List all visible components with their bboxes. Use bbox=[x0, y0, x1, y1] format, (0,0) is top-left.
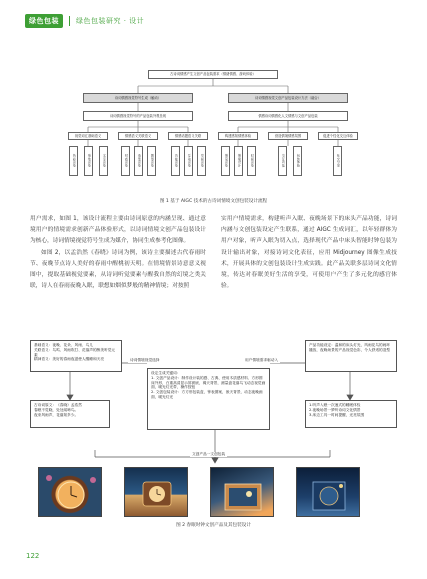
figure1-connectors bbox=[63, 64, 363, 198]
header-divider bbox=[69, 16, 70, 26]
journal-badge: 绿色包装 bbox=[25, 14, 63, 28]
flow-level4-node: 情感语义关联语义 bbox=[118, 132, 158, 140]
flow-leaf: 情景意象 bbox=[221, 146, 230, 176]
flow-leaf: 图形意象 bbox=[147, 146, 156, 176]
poem-text-box: 古诗词原文：《春晓》孟浩然 春眠不觉晓，处处闻啼鸟。 夜来风雨声，花落知多少。 bbox=[30, 400, 110, 428]
page-header bbox=[25, 14, 144, 28]
body-right-column bbox=[221, 214, 397, 292]
flow-leaf: 时间意象 bbox=[247, 146, 256, 176]
flow-leaf: 互动意象 bbox=[184, 146, 193, 176]
flow-level4-node: 构建感知情感体验 bbox=[218, 132, 258, 140]
gift-box-icon bbox=[211, 468, 274, 517]
paragraph: 实用户情境需求，构建听声入眠、夜晚场景下的床头产品功能，诗词内涵与文创包装设定产生联系，通过 AIGC 生成词汇，以年轻群体为用户对象，听声入眠为切入点，选择现代产品中床头智能时钟包装为设计输出对象，对接诗词文化表征，应用 Midjourney 图像生成技术，开展具体的文创包装设计生成实践。此产品关联多层诗词文化情境，传达对春眠美好生活的享受，可使用户产生了多元化的感官体验。 bbox=[221, 216, 397, 290]
flow-leaf: 空间意象 bbox=[197, 146, 206, 176]
user-experience-box: 1.听声入眠一次速式的睡眠体验 2.夜晚场景一梦听诗词文化情景 3.床边工具一时间提醒，光亮氛围 bbox=[305, 400, 397, 428]
flow-leaf: 功能意象 bbox=[171, 146, 180, 176]
flow-level2-right: 诗词情感视觉文创产品包装设计方法（融合） bbox=[228, 93, 348, 103]
render-photo-clock-2 bbox=[124, 467, 188, 517]
clock-box-icon bbox=[125, 468, 188, 517]
poem-semantics-box: 基础语义：夜晚、花朵、风雨、鸟儿 关联语义：鸟鸣、风雨吹打、花落声的醉美听觉元素 精神语义：美好的春雨夜滋使人醒睡和天亮 bbox=[30, 340, 122, 372]
flow-level4-node: 促进个性化交互体验 bbox=[318, 132, 358, 140]
flow-level4-node: 情感话题语义关联 bbox=[168, 132, 208, 140]
render-photo-packaging-1 bbox=[210, 467, 274, 517]
figure2-caption: 图 2 春眠时钟文创产品及其包装设计 bbox=[176, 523, 251, 528]
keyword-prompt-box: 设定生成关键词： 1. 文创产品设计：制作设计装的感、古典、使用木质感材料、方形圆床外形，白重高清显示屏被嵌，褐天背景，测量盘花落鸟飞动态视觉画面，暖光灯光带，操作按钮 2. 文创包装设计：方方形包装盒，钟表图案，嵌天背景，动态夜晚画面，暖光灯光 bbox=[147, 368, 270, 430]
visual-selection-label: 诗词情境视觉选择 bbox=[130, 358, 160, 362]
figure1-caption: 图 1 基于 AIGC 技术的古诗词情境文创包装设计流程 bbox=[159, 199, 268, 204]
page-number: 122 bbox=[26, 552, 40, 560]
flow-leaf: 造型意象 bbox=[134, 146, 143, 176]
flow-level3-right: 情感诗词情感化人文情感与文创产品包装 bbox=[228, 111, 348, 121]
user-need-label: 用户情境需求驱动入 bbox=[245, 358, 279, 362]
figure2-design-diagram bbox=[30, 340, 400, 530]
render-photo-packaging-2 bbox=[296, 467, 360, 517]
product-function-box: 产品功能设定：温和的床头灯光，风雨花鸟的闹环播放，夜晚场景的产品视觉色彩，令人舒适的造型 bbox=[305, 340, 397, 372]
flow-level4-node: 营造情境情感氛围 bbox=[268, 132, 308, 140]
flow-leaf: 材质意象 bbox=[121, 146, 130, 176]
package-box-icon bbox=[297, 468, 360, 517]
figure1-flowchart bbox=[63, 64, 363, 198]
flow-top-node: 古诗词情感产生文创产品包装需求（情绪情感、游戏体验） bbox=[148, 70, 278, 79]
flow-leaf: 形象意象 bbox=[84, 146, 93, 176]
flow-level2-left: 诗词情感视觉符号生成（触动） bbox=[83, 93, 193, 103]
render-photo-clock-1 bbox=[38, 467, 102, 517]
flow-leaf: 包装体验 bbox=[293, 146, 302, 176]
product-packaging-label: 文创产品一文创包装 bbox=[192, 452, 226, 456]
flow-leaf: 交互功能 bbox=[278, 146, 287, 176]
paragraph: 用户需求，如图 1，该设计流程主要由诗词原意的内涵呈现、通过意境用户的情境需求创新产品体验形式，以诗词情境文创产品包装设计为核心，诗词情境视觉符号生成为媒介，协同生成参考化图像。 bbox=[30, 216, 206, 245]
flow-level4-node: 视觉词汇基础语义 bbox=[68, 132, 108, 140]
body-left-column bbox=[30, 214, 206, 292]
flow-level3-left: 诗词情感视觉符号的产品包装外观呈现 bbox=[83, 111, 193, 121]
flow-leaf: 文字意象 bbox=[99, 146, 108, 176]
paragraph: 如图 2，以孟浩然《春晓》诗词为例，该诗主要描述古代春雨时节、夜晚节点诗人美好的春雨中醒桃初天明。在情境情景诗意意义视图中，提取基础视觉要素，从诗词听觉要素与醒我自然的幻境之类关联，诗人在春雨夜晚入眠，联想如烟似梦般的精神情境；对按照 bbox=[30, 249, 206, 290]
flow-leaf: 色彩意象 bbox=[69, 146, 78, 176]
clock-icon bbox=[39, 468, 102, 517]
section-title: 绿色包装研究 · 设计 bbox=[76, 17, 145, 25]
flow-leaf: 社交分享 bbox=[333, 146, 342, 176]
flow-leaf: 情境设计 bbox=[234, 146, 243, 176]
